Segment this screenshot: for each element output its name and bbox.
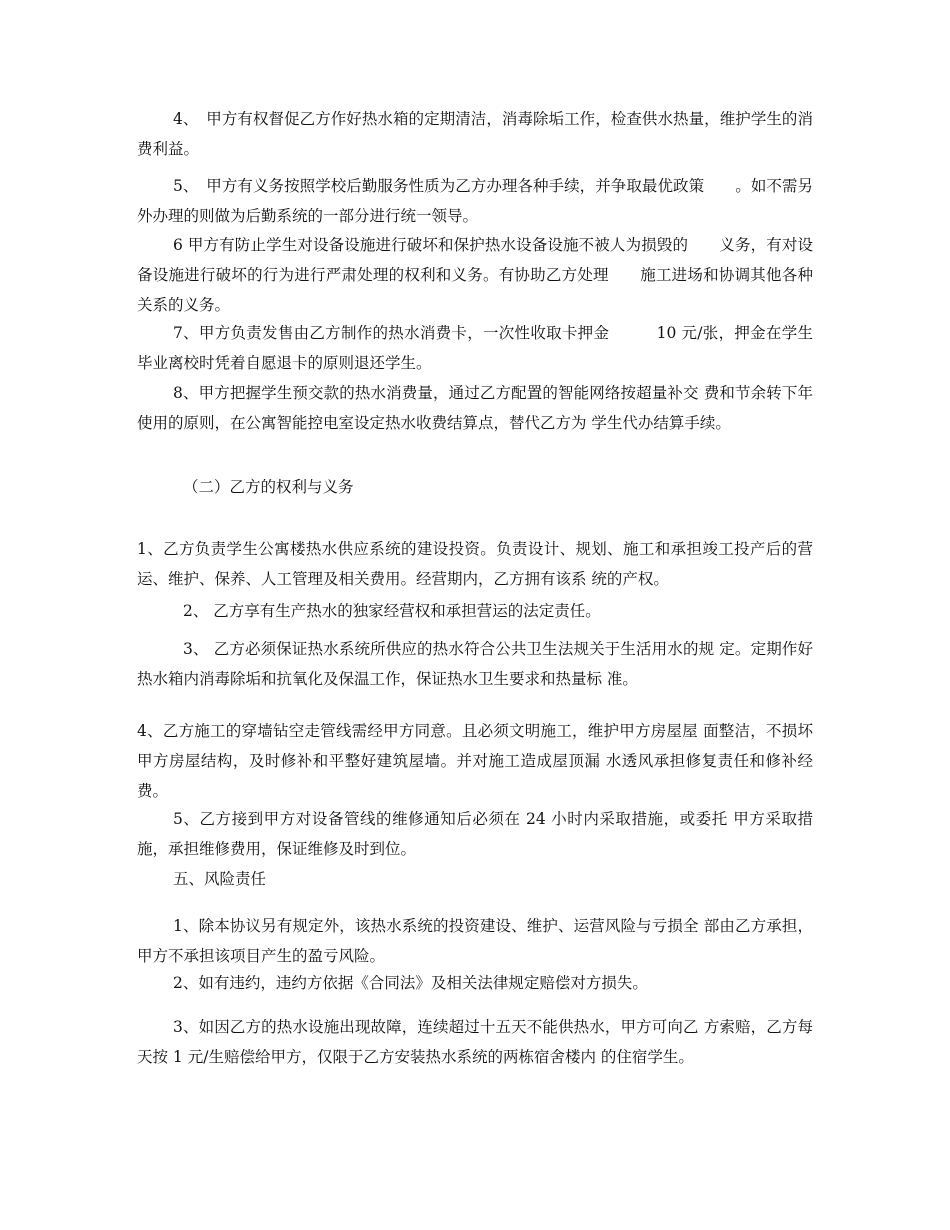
paragraph-a7: 7、甲方负责发售由乙方制作的热水消费卡，一次性收取卡押金 10 元/张，押金在学生毕业离校时凭着自愿退卡的原则退还学生。 [137, 324, 813, 372]
paragraph-b5: 5、乙方接到甲方对设备管线的维修通知后必须在 24 小时内采取措施，或委托 甲方采取措施，承担维修费用，保证维修及时到位。 [137, 810, 813, 858]
paragraph-a8: 8、甲方把握学生预交款的热水消费量，通过乙方配置的智能网络按超量补交 费和节余转下年使用的原则，在公寓智能控电室设定热水收费结算点，替代乙方为 学生代办结算手续。 [137, 384, 813, 432]
paragraph-r3: 3、如因乙方的热水设施出现故障，连续超过十五天不能供热水，甲方可向乙 方索赔，乙方每天按 1 元/生赔偿给甲方，仅限于乙方安装热水系统的两栋宿舍楼内 的住宿学生。 [137, 1018, 813, 1066]
paragraph-r2: 2、如有违约，违约方依据《合同法》及相关法律规定赔偿对方损失。 [173, 974, 648, 992]
paragraph-a4: 4、 甲方有权督促乙方作好热水箱的定期清洁，消毒除垢工作，检查供水热量，维护学生的消费利益。 [137, 110, 813, 158]
paragraph-b2: 2、 乙方享有生产热水的独家经营权和承担营运的法定责任。 [183, 602, 601, 620]
paragraph-b1: 1、乙方负责学生公寓楼热水供应系统的建设投资。负责设计、规划、施工和承担竣工投产后的营运、维护、保养、人工管理及相关费用。经营期内，乙方拥有该系 统的产权。 [137, 540, 813, 588]
paragraph-r1: 1、除本协议另有规定外，该热水系统的投资建设、维护、运营风险与亏损全 部由乙方承担，甲方不承担该项目产生的盈亏风险。 [137, 917, 813, 965]
section-heading-party-b: （二）乙方的权利与义务 [183, 478, 354, 496]
paragraph-b3: 3、 乙方必须保证热水系统所供应的热水符合公共卫生法规关于生活用水的规 定。定期作好热水箱内消毒除垢和抗氧化及保温工作，保证热水卫生要求和热量标 准。 [137, 640, 813, 688]
paragraph-a6: 6 甲方有防止学生对设备设施进行破坏和保护热水设备设施不被人为损毁的 义务，有对设备设施进行破坏的行为进行严肃处理的权利和义务。有协助乙方处理 施工进场和协调其他各种关系的义务。 [137, 236, 813, 314]
paragraph-b4: 4、乙方施工的穿墙钻空走管线需经甲方同意。且必须文明施工，维护甲方房屋屋 面整洁，不损坏甲方房屋结构，及时修补和平整好建筑屋墙。并对施工造成屋顶漏 水透风承担修复责任和修补经费。 [137, 722, 813, 800]
section-heading-risk: 五、风险责任 [173, 870, 267, 888]
paragraph-a5: 5、 甲方有义务按照学校后勤服务性质为乙方办理各种手续，并争取最优政策 。如不需另外办理的则做为后勤系统的一部分进行统一领导。 [137, 177, 813, 225]
